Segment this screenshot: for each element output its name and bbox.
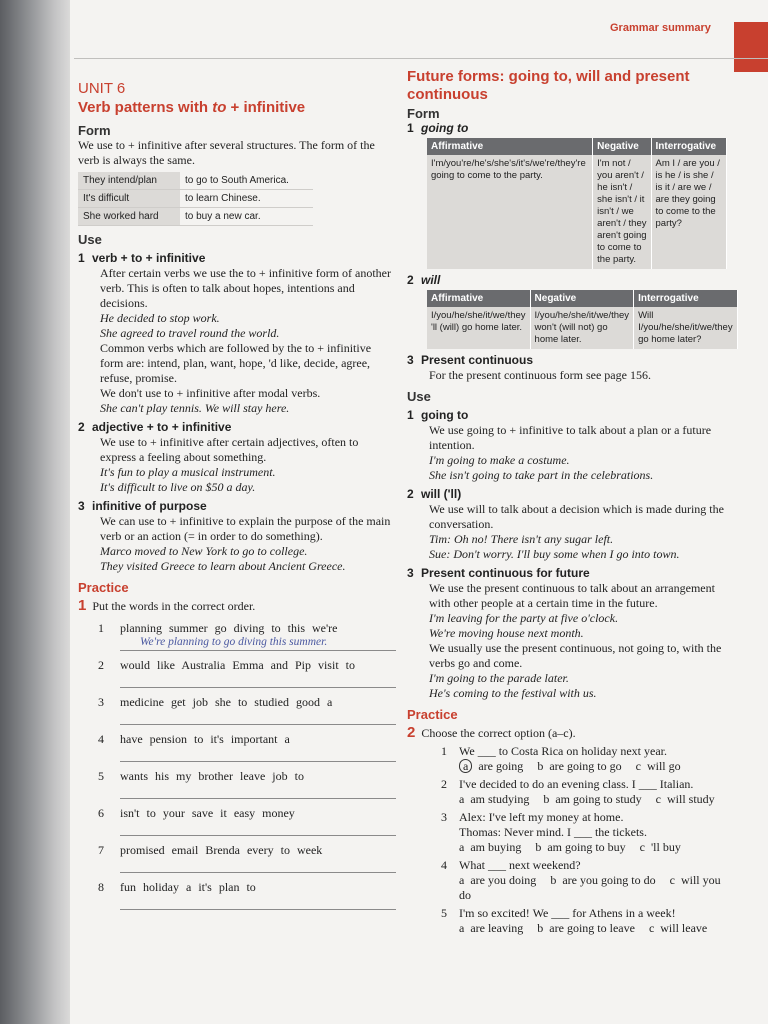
right-column: [407, 68, 735, 936]
use-heading: Use: [78, 232, 102, 247]
exercise-2-question: [407, 906, 735, 921]
example-sentence: They visited Greece to learn about Ancient Greece.: [100, 559, 346, 573]
exercise-1-instruction: 1 Put the words in the correct order.: [78, 597, 256, 614]
example-sentence: Marco moved to New York to go to college.: [100, 544, 308, 558]
question-text: I'm so excited! We ___ for Athens in a week!: [459, 906, 676, 920]
word-prompt: promised email Brenda every to week: [120, 843, 323, 857]
use-list-right: [407, 408, 735, 701]
form-heading-right: Form: [407, 106, 440, 121]
word-prompt: fun holiday a it's plan to: [120, 880, 256, 894]
item-number: 1: [98, 621, 104, 635]
answer-line: We're planning to go diving this summer.: [120, 636, 396, 651]
exercise-1-item: [78, 658, 396, 673]
option-text: 'll buy: [650, 840, 681, 854]
example-sentence: She isn't going to take part in the celebrations.: [429, 468, 654, 482]
going-to-table: Affirmative Negative Interrogative I'm/you're/he's/she's/it's/we're/they're going to come to the party. I'm not / you aren't / he isn't / she isn't / it isn't / we aren't / they aren't going to come to the party. Am I / are you / is he / is she / is it / are we / are they going to come to the party?: [427, 138, 727, 269]
present-continuous-form-text: For the present continuous form see page 156.: [429, 368, 651, 382]
form-heading: Form: [78, 123, 111, 138]
option-letter[interactable]: a: [459, 921, 465, 935]
question-text: What ___ next weekend?: [459, 858, 581, 872]
question-number: 2: [441, 777, 447, 791]
use-item-label: verb + to + infinitive: [92, 251, 206, 265]
option-letter[interactable]: a: [459, 840, 465, 854]
item-number: 3: [98, 695, 104, 709]
option-row: [407, 921, 735, 936]
option-text: am buying: [470, 840, 522, 854]
option-text: will you do: [459, 873, 721, 902]
future-forms-title: Future forms: going to, will and present continuous: [407, 68, 690, 103]
question-text-line-2: Thomas: Never mind. I ___ the tickets.: [459, 825, 647, 839]
use-item-label: going to: [421, 408, 469, 422]
answer-line: [120, 821, 396, 836]
option-row: [407, 759, 735, 774]
example-sentence: We're moving house next month.: [429, 626, 584, 640]
page-header: Grammar summary: [610, 22, 711, 34]
use-item-heading: [407, 487, 735, 502]
option-letter[interactable]: b: [543, 792, 550, 806]
example-sentence: It's fun to play a musical instrument.: [100, 465, 276, 479]
use-item-heading: [78, 420, 396, 435]
option-text: am going to study: [555, 792, 642, 806]
use-item-number: 3: [407, 566, 414, 580]
option-text: are going: [478, 759, 524, 773]
use-explanation: We don't use to + infinitive after modal verbs.: [100, 386, 321, 400]
option-text: are you doing: [470, 873, 537, 887]
option-text: will study: [667, 792, 715, 806]
form-text: We use to + infinitive after several structures. The form of the verb is always the same.: [78, 138, 375, 167]
exercise-2-question: [407, 858, 735, 873]
use-item-label: Present continuous for future: [421, 566, 590, 580]
option-row: [407, 873, 735, 903]
use-item-number: 2: [407, 487, 414, 501]
use-explanation: We usually use the present continuous, not going to, with the verbs go and come.: [429, 641, 722, 670]
exercise-1-item: [78, 732, 396, 747]
use-explanation: We use the present continuous to talk about an arrangement with other people at a certain time in the future.: [429, 581, 715, 610]
example-sentence: Tim: Oh no! There isn't any sugar left.: [429, 532, 614, 546]
form-row: It's difficult to learn Chinese.: [78, 190, 313, 208]
use-item-number: 2: [78, 420, 85, 434]
header-rule: [74, 58, 768, 59]
exercise-2-instruction: 2 Choose the correct option (a–c).: [407, 724, 576, 741]
option-letter[interactable]: c: [648, 921, 655, 935]
option-letter[interactable]: c: [655, 792, 661, 806]
example-sentence: She agreed to travel round the world.: [100, 326, 280, 340]
exercise-1-item: [78, 880, 396, 895]
option-letter[interactable]: c: [639, 840, 645, 854]
example-sentence: It's difficult to live on $50 a day.: [100, 480, 256, 494]
use-list: [78, 251, 396, 574]
option-text: will leave: [660, 921, 708, 935]
item-number: 2: [98, 658, 104, 672]
exercise-2-question: [407, 744, 735, 759]
item-number: 5: [98, 769, 104, 783]
use-explanation: After certain verbs we use the to + infinitive form of another verb. This is often to talk about hopes, intentions and decisions.: [100, 266, 391, 310]
exercise-1-item: [78, 769, 396, 784]
use-item-number: 1: [407, 408, 414, 422]
book-binding-shadow: [0, 0, 78, 1024]
going-to-subheading: 1 going to: [407, 121, 469, 135]
item-number: 8: [98, 880, 104, 894]
use-explanation: Common verbs which are followed by the to + infinitive form are: intend, plan, want, hope, 'd like, decide, agree, refuse, promise.: [100, 341, 372, 385]
answer-line: [120, 858, 396, 873]
use-item-number: 1: [78, 251, 85, 265]
question-text: We ___ to Costa Rica on holiday next year.: [459, 744, 667, 758]
option-text: are you going to do: [562, 873, 656, 887]
will-table: Affirmative Negative Interrogative I/you/he/she/it/we/they 'll (will) go home later. I/you/he/she/it/we/they won't (will not) go home later. Will I/you/he/she/it/we/they go home later?: [427, 290, 738, 349]
exercise-1-item: [78, 695, 396, 710]
example-sentence: I'm going to the parade later.: [429, 671, 569, 685]
option-text: am studying: [470, 792, 530, 806]
option-letter[interactable]: a: [459, 873, 465, 887]
practice-heading-right: Practice: [407, 707, 458, 722]
word-prompt: isn't to your save it easy money: [120, 806, 295, 820]
use-item-heading: [78, 499, 396, 514]
word-prompt: have pension to it's important a: [120, 732, 290, 746]
word-prompt: wants his my brother leave job to: [120, 769, 304, 783]
form-table: [78, 172, 313, 226]
answer-line: [120, 710, 396, 725]
question-number: 4: [441, 858, 447, 872]
question-number: 5: [441, 906, 447, 920]
use-explanation: We use to + infinitive after certain adjectives, often to express a feeling about something.: [100, 435, 359, 464]
unit-label: UNIT 6: [78, 80, 126, 97]
use-item-label: adjective + to + infinitive: [92, 420, 232, 434]
question-number: 3: [441, 810, 447, 824]
option-letter[interactable]: b: [535, 840, 542, 854]
exercise-1-item: [78, 806, 396, 821]
option-text: are leaving: [470, 921, 524, 935]
example-sentence: I'm going to make a costume.: [429, 453, 570, 467]
option-letter[interactable]: b: [550, 873, 557, 887]
use-heading-right: Use: [407, 389, 431, 404]
exercise-1-list: [78, 621, 396, 910]
option-row: [407, 840, 735, 855]
example-sentence: She can't play tennis. We will stay here.: [100, 401, 290, 415]
form-row: She worked hard to buy a new car.: [78, 208, 313, 226]
item-number: 6: [98, 806, 104, 820]
example-sentence: I'm leaving for the party at five o'clock.: [429, 611, 619, 625]
question-number: 1: [441, 744, 447, 758]
exercise-2-list: [407, 744, 735, 936]
option-letter[interactable]: b: [537, 921, 544, 935]
option-letter[interactable]: c: [635, 759, 641, 773]
present-continuous-subheading: 3 Present continuous: [407, 353, 534, 367]
use-item-heading: [407, 566, 735, 581]
use-item-label: infinitive of purpose: [92, 499, 207, 513]
answer-line: [120, 784, 396, 799]
unit-title: Verb patterns with to + infinitive: [78, 99, 306, 116]
word-prompt: planning summer go diving to this we're: [120, 621, 338, 635]
item-number: 7: [98, 843, 104, 857]
use-explanation: We use will to talk about a decision which is made during the conversation.: [429, 502, 724, 531]
question-text: Alex: I've left my money at home.: [459, 810, 624, 824]
answer-line: [120, 747, 396, 762]
example-sentence: He decided to stop work.: [100, 311, 220, 325]
option-text: are going to go: [549, 759, 622, 773]
option-letter[interactable]: a: [459, 759, 472, 773]
question-text: I've decided to do an evening class. I ___ Italian.: [459, 777, 694, 791]
use-item-heading: [78, 251, 396, 266]
exercise-1-item: [78, 843, 396, 858]
answer-line: [120, 673, 396, 688]
use-item-heading: [407, 408, 735, 423]
will-subheading: 2 will: [407, 273, 441, 287]
answer-line: [120, 895, 396, 910]
exercise-1-item: [78, 621, 396, 636]
option-letter[interactable]: a: [459, 792, 465, 806]
word-prompt: medicine get job she to studied good a: [120, 695, 333, 709]
example-sentence: Sue: Don't worry. I'll buy some when I go into town.: [429, 547, 680, 561]
exercise-2-question: [407, 777, 735, 792]
option-letter[interactable]: c: [669, 873, 675, 887]
practice-heading: Practice: [78, 580, 129, 595]
form-row: They intend/plan to go to South America.: [78, 172, 313, 190]
word-prompt: would like Australia Emma and Pip visit to: [120, 658, 355, 672]
left-column: [78, 68, 396, 910]
option-row: [407, 792, 735, 807]
option-letter[interactable]: b: [537, 759, 544, 773]
page-edge-tab: [734, 22, 768, 72]
item-number: 4: [98, 732, 104, 746]
use-explanation: We can use to + infinitive to explain the purpose of the main verb or an action (= in order to do something).: [100, 514, 391, 543]
exercise-2-question: [407, 810, 735, 825]
example-sentence: He's coming to the festival with us.: [429, 686, 597, 700]
use-item-label: will ('ll): [421, 487, 462, 501]
option-text: am going to buy: [547, 840, 626, 854]
use-explanation: We use going to + infinitive to talk about a plan or a future intention.: [429, 423, 712, 452]
option-text: will go: [646, 759, 681, 773]
option-text: are going to leave: [549, 921, 635, 935]
use-item-number: 3: [78, 499, 85, 513]
